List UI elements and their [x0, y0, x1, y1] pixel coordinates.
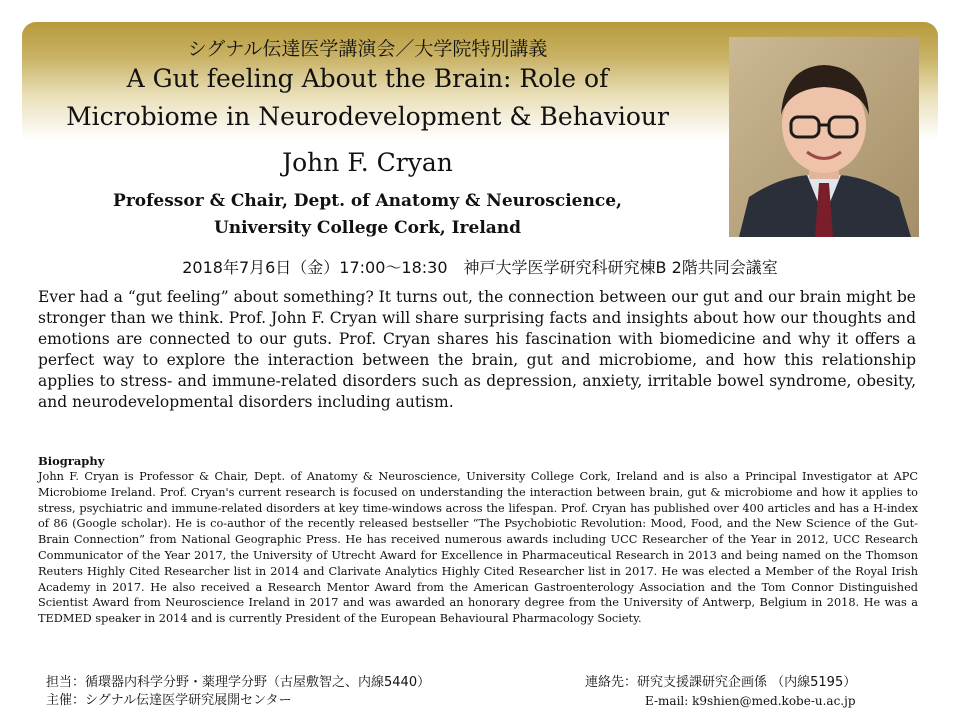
speaker-affiliation: [0, 188, 735, 242]
lecture-title: [20, 60, 715, 136]
footer-contact-office: 連絡先：研究支援課研究企画係 （内線5195）: [585, 675, 857, 690]
speaker-name: John F. Cryan: [282, 148, 453, 177]
footer-organizers: [46, 674, 430, 710]
event-series-title: シグナル伝達医学講演会／大学院特別講義: [187, 38, 548, 60]
footer-host: 主催：シグナル伝達医学研究展開センター: [46, 693, 292, 708]
affiliation-line1: Professor & Chair, Dept. of Anatomy & Neuroscience,: [113, 191, 622, 211]
affiliation-line2: University College Cork, Ireland: [213, 218, 522, 238]
lecture-title-line1: A Gut feeling About the Brain: Role of: [126, 64, 609, 93]
lecture-title-line2: Microbiome in Neurodevelopment & Behaviour: [66, 102, 669, 131]
abstract-text: Ever had a “gut feeling” about something? It turns out, the connection between our gut and our brain might be stronger than we think. Prof. John F. Cryan will share surprising facts and insights about how our thoughts and emotions are connected to our guts. Prof. Cryan shares his fascination with biomedicine and why it offers a perfect way to explore the interaction between the brain, gut and microbiome, and how this relationship applies to stress- and immune-related disorders such as depression, anxiety, irritable bowel syndrome, obesity, and neurodevelopmental disorders including autism.: [38, 288, 916, 411]
footer-in-charge: 担当：循環器内科学分野・薬理学分野（古屋敷智之、内線5440）: [46, 675, 431, 690]
speaker-photo: [729, 37, 919, 237]
biography-text: John F. Cryan is Professor & Chair, Dept. of Anatomy & Neuroscience, University College Cork, Ireland and is also a Principal Investigator at APC Microbiome Ireland. Prof. Cryan's current research is focused on understanding the interaction between brain, gut & microbiome and how it applies to stress, psychiatric and immune-related disorders at key time-windows across the lifespan. Prof. Cryan has published over 400 articles and has a H-index of 86 (Google scholar). He is co-author of the recently released bestseller “The Psychobiotic Revolution: Mood, Food, and the New Science of the Gut-Brain Connection” from National Geographic Press. He has received numerous awards including UCC Researcher of the Year in 2012, UCC Research Communicator of the Year 2017, the University of Utrecht Award for Excellence in Pharmaceutical Research in 2013 and being named on the Thomson Reuters Highly Cited Researcher list in 2014 and Clarivate Analytics Highly Cited Researcher list in 2017. He was elected a Member of the Royal Irish Academy in 2017. He also received a Research Mentor Award from the American Gastroenterology Association and the Tom Connor Distinguished Scientist Award from Neuroscience Ireland in 2017 and was awarded an honorary degree from the University of Antwerp, Belgium in 2018. He was a TEDMED speaker in 2014 and is currently President of the European Behavioural Pharmacology Society.: [38, 470, 918, 626]
footer-email[interactable]: E-mail: k9shien@med.kobe-u.ac.jp: [645, 694, 856, 708]
footer-contact: [585, 674, 856, 710]
biography-heading: Biography: [38, 454, 105, 468]
event-datetime-location: 2018年7月6日（金）17:00～18:30 神戸大学医学研究科研究棟B 2階共同会議室: [182, 258, 778, 277]
